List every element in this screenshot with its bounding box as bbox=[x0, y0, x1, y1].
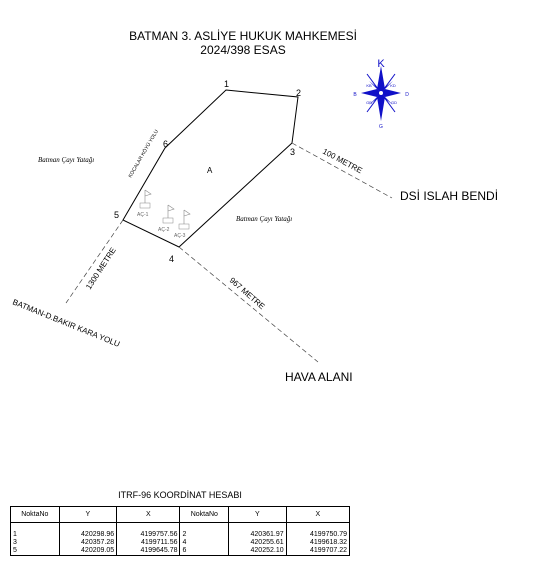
table-cell: 1 bbox=[13, 531, 17, 538]
compass-north-label: K bbox=[377, 58, 385, 70]
case-number: 2024/398 ESAS bbox=[200, 43, 286, 57]
coordinate-table-section bbox=[10, 490, 350, 556]
compass-rose-icon bbox=[361, 66, 401, 121]
marker-station-2 bbox=[158, 205, 174, 233]
header-y-right: Y bbox=[229, 507, 286, 523]
compass-west-label: B bbox=[353, 92, 357, 98]
distance-line-airport bbox=[179, 247, 318, 362]
table-cell: 4 bbox=[182, 539, 187, 546]
y-column-right bbox=[229, 523, 286, 556]
point-no-column-left bbox=[11, 523, 60, 556]
table-cell: 4199757.56 bbox=[140, 531, 178, 538]
coordinate-table-title: ITRF-96 KOORDİNAT HESABI bbox=[118, 490, 242, 500]
table-cell: 420252.10 bbox=[250, 547, 284, 554]
distance-100-label: 100 METRE bbox=[321, 146, 364, 176]
village-road-label: KOCALAR KÖYÜ YOLU bbox=[127, 128, 160, 179]
airport-label: HAVA ALANI bbox=[285, 370, 353, 384]
header-x-left: X bbox=[117, 507, 180, 523]
court-title: BATMAN 3. ASLİYE HUKUK MAHKEMESİ bbox=[129, 29, 357, 43]
table-cell: 4199618.32 bbox=[310, 539, 347, 546]
marker-station-3 bbox=[174, 210, 190, 239]
table-cell: 5 bbox=[13, 547, 17, 554]
table-cell: 420357.28 bbox=[81, 539, 115, 546]
distance-line-road bbox=[66, 220, 123, 303]
point-label-4: 4 bbox=[169, 254, 175, 264]
compass-sw-label: GB bbox=[366, 100, 372, 105]
table-cell: 420298.96 bbox=[81, 531, 115, 538]
table-cell: 6 bbox=[182, 547, 187, 554]
dsi-dam-label: DSİ ISLAH BENDİ bbox=[400, 189, 499, 203]
distance-1300-label: 1300 METRE bbox=[84, 245, 118, 292]
table-cell: 420361.97 bbox=[250, 531, 284, 538]
table-cell: 4199750.79 bbox=[310, 531, 347, 538]
coordinate-table bbox=[10, 506, 350, 556]
table-cell: 4199711.56 bbox=[141, 539, 178, 546]
point-label-3: 3 bbox=[290, 147, 296, 157]
compass-ne-label: KD bbox=[390, 83, 396, 88]
header-point-no-left: NoktaNo bbox=[11, 507, 60, 523]
point-label-1: 1 bbox=[224, 79, 230, 89]
x-column-right bbox=[286, 523, 349, 556]
marker-station-1 bbox=[137, 190, 151, 218]
marker-label-2: AÇ-2 bbox=[158, 227, 170, 233]
header-x-right: X bbox=[286, 507, 349, 523]
marker-label-3: AÇ-3 bbox=[174, 233, 186, 239]
distance-967-label: 967 METRE bbox=[227, 275, 267, 312]
x-column-left bbox=[117, 523, 180, 556]
marker-label-1: AÇ-1 bbox=[137, 212, 149, 218]
table-cell: 4199707.22 bbox=[310, 547, 347, 554]
table-cell: 3 bbox=[13, 539, 17, 546]
point-label-6: 6 bbox=[163, 139, 169, 149]
compass-south-label: G bbox=[379, 124, 383, 130]
table-header-row bbox=[11, 507, 350, 523]
header-point-no-right: NoktaNo bbox=[180, 507, 229, 523]
y-column-left bbox=[59, 523, 116, 556]
table-cell: 420255.61 bbox=[250, 539, 284, 546]
distance-line-dsi bbox=[292, 143, 392, 198]
river-label-right: Batman Çayı Yatağı bbox=[236, 215, 293, 223]
compass-nw-label: KB bbox=[366, 83, 372, 88]
point-no-column-right bbox=[180, 523, 229, 556]
point-label-2: 2 bbox=[296, 88, 302, 98]
table-cell: 420209.05 bbox=[81, 547, 115, 554]
parcel-label: A bbox=[207, 166, 213, 175]
river-label-left: Batman Çayı Yatağı bbox=[38, 156, 95, 164]
compass-east-label: D bbox=[405, 92, 409, 98]
main-road-label: BATMAN-D.BAKIR KARA YOLU bbox=[11, 297, 122, 349]
table-row bbox=[11, 523, 350, 556]
point-label-5: 5 bbox=[114, 210, 120, 220]
header-y-left: Y bbox=[59, 507, 116, 523]
table-cell: 4199645.78 bbox=[140, 547, 178, 554]
compass-se-label: GD bbox=[391, 100, 397, 105]
table-cell: 2 bbox=[182, 531, 187, 538]
